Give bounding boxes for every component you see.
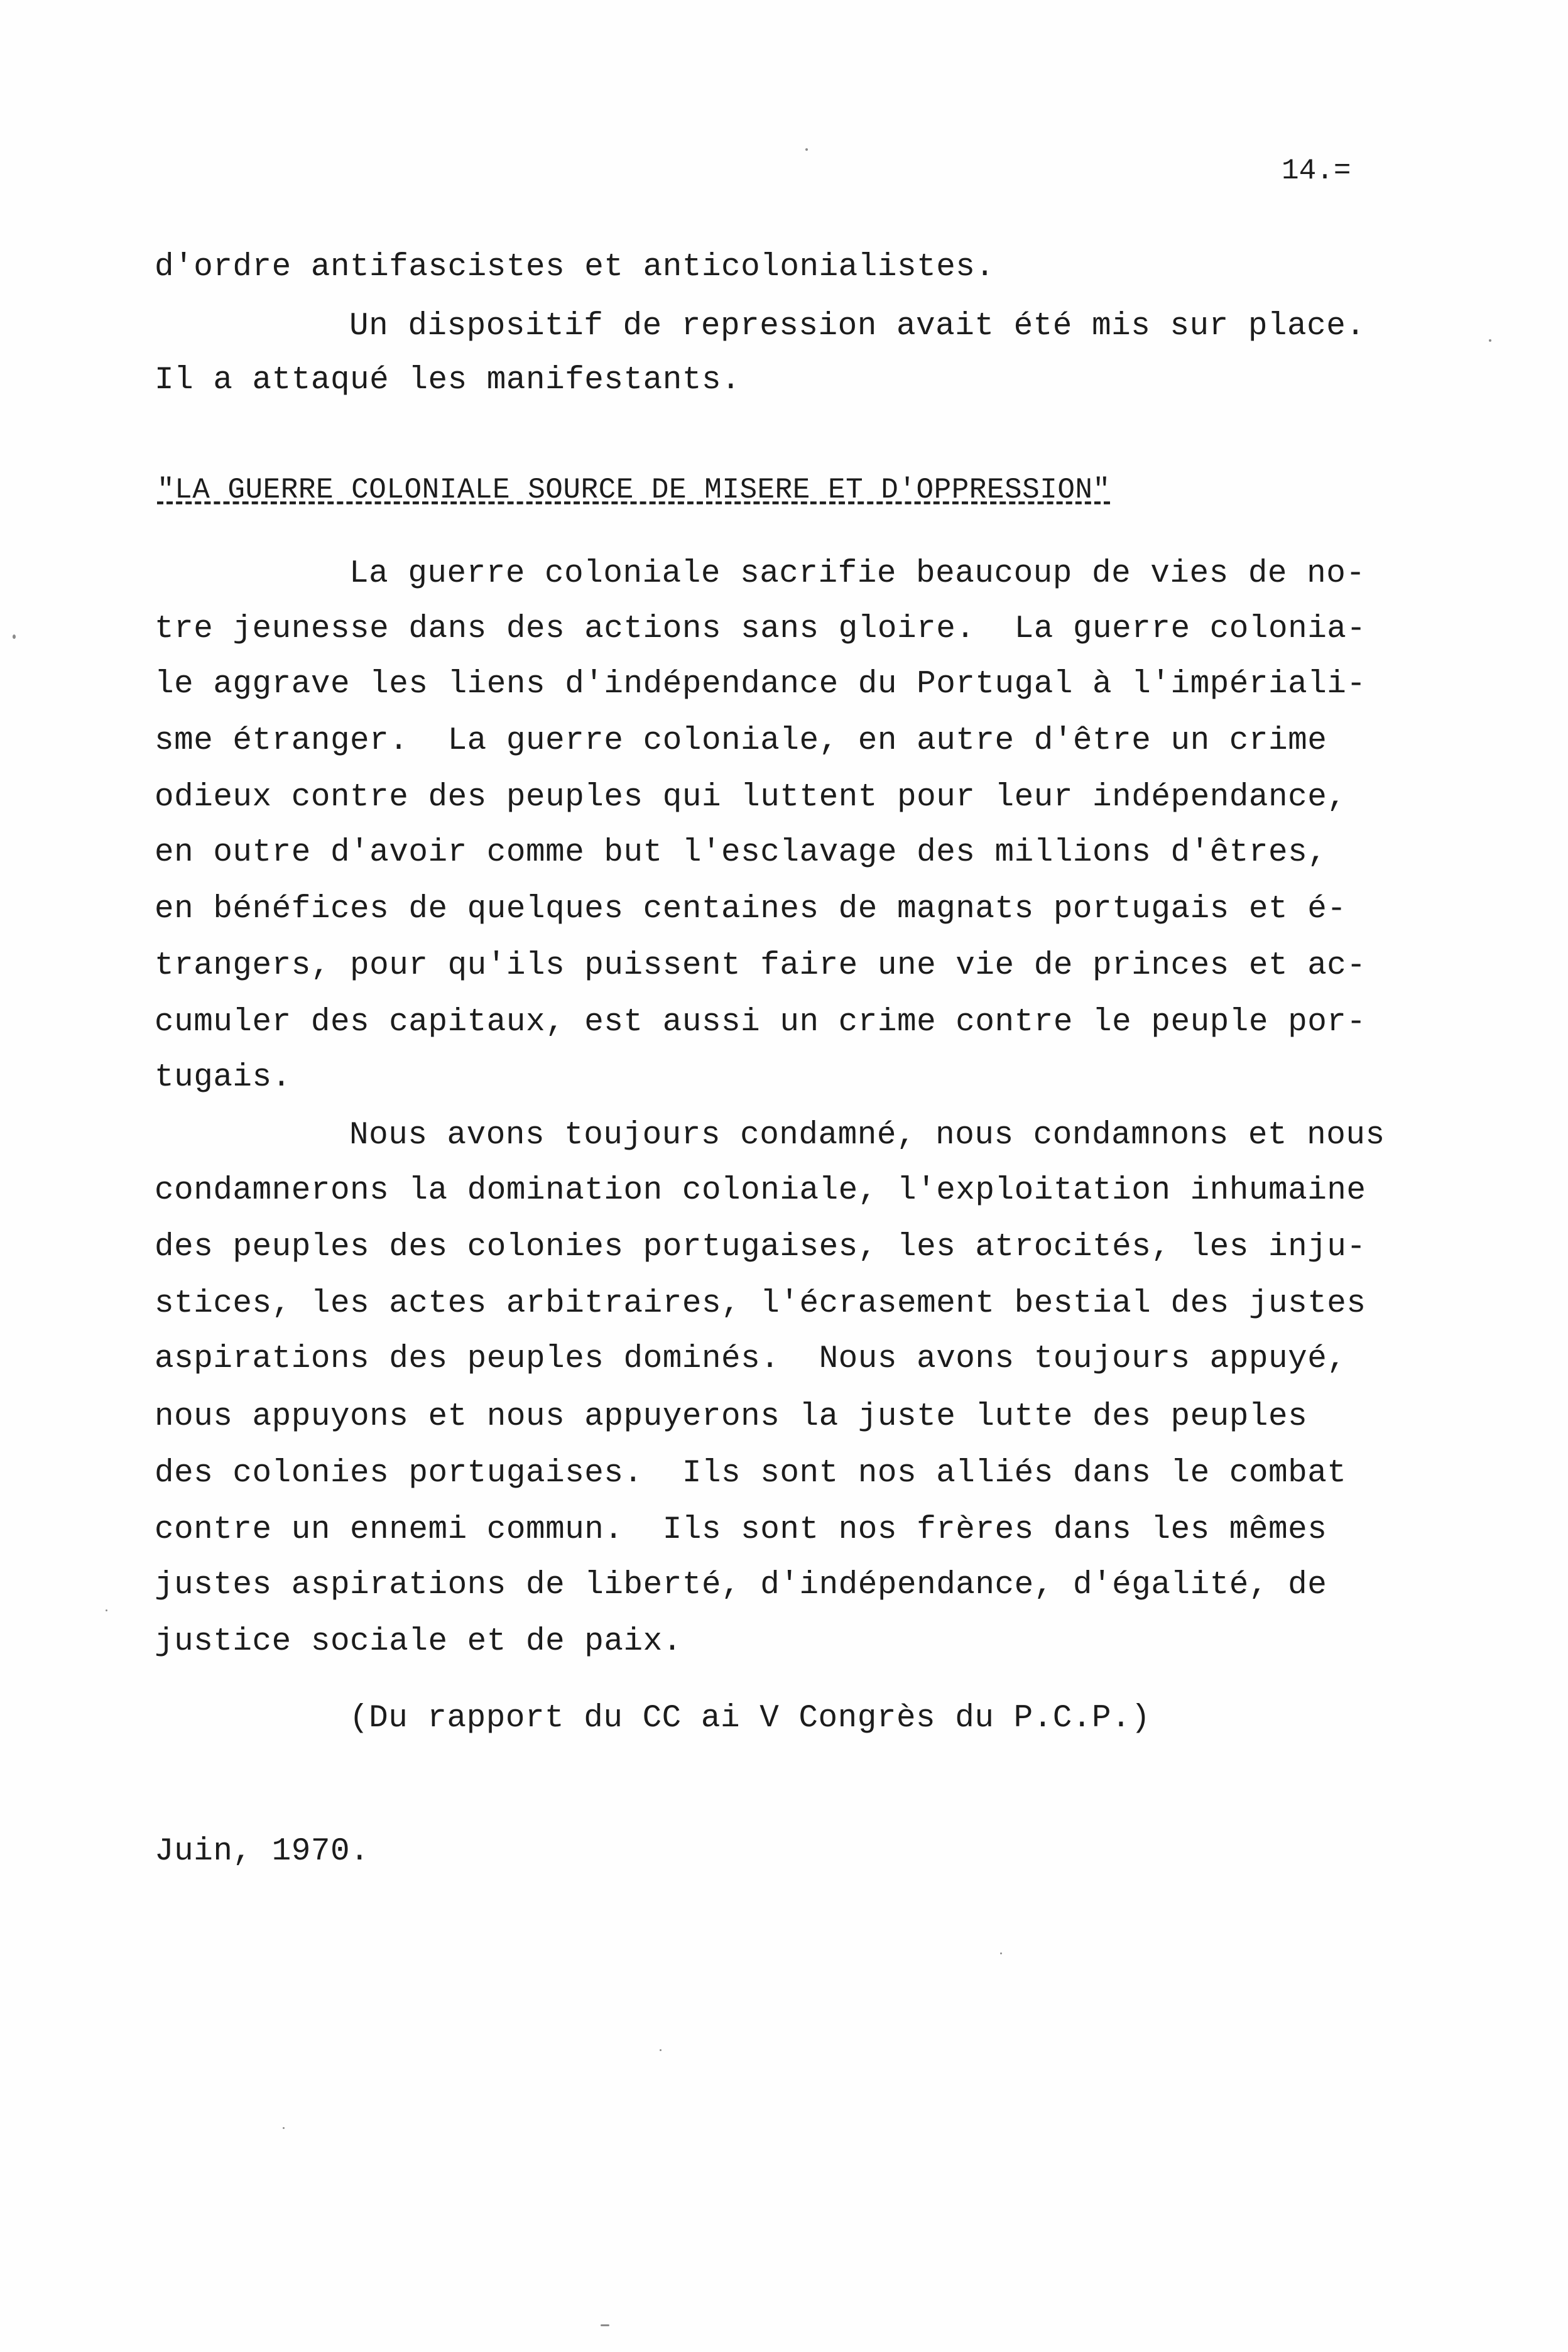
scan-speck <box>1000 1952 1002 1954</box>
paragraph-1-line: La guerre coloniale sacrifie beaucoup de vies de no- <box>349 556 1366 592</box>
source-citation: (Du rapport du CC ai V Congrès du P.C.P.) <box>349 1701 1151 1736</box>
paragraph-1-line: en bénéfices de quelques centaines de magnats portugais et é- <box>155 891 1347 927</box>
paragraph-1-line: trangers, pour qu'ils puissent faire une vie de princes et ac- <box>155 948 1366 984</box>
scan-speck <box>106 1609 107 1611</box>
paragraph-2-line: des colonies portugaises. Ils sont nos alliés dans le combat <box>155 1456 1347 1491</box>
paragraph-2-line: contre un ennemi commun. Ils sont nos frères dans les mêmes <box>155 1512 1327 1548</box>
paragraph-2-line: nous appuyons et nous appuyerons la juste lutte des peuples <box>155 1399 1308 1435</box>
paragraph-1-line: tugais. <box>155 1060 291 1096</box>
paragraph-2-line: Nous avons toujours condamné, nous condamnons et nous <box>349 1118 1385 1153</box>
document-date: Juin, 1970. <box>155 1834 370 1870</box>
opening-line-2: Un dispositif de repression avait été mis sur place. <box>349 308 1366 344</box>
scan-speck <box>1489 339 1491 342</box>
scan-speck <box>13 634 16 639</box>
paragraph-2-line: justes aspirations de liberté, d'indépendance, d'égalité, de <box>155 1567 1327 1603</box>
scan-speck <box>283 2127 285 2129</box>
opening-line-3: Il a attaqué les manifestants. <box>155 362 741 398</box>
paragraph-2-line: justice sociale et de paix. <box>155 1624 682 1660</box>
paragraph-1-line: le aggrave les liens d'indépendance du Portugal à l'impériali- <box>155 667 1366 702</box>
paragraph-2-line: condamnerons la domination coloniale, l'exploitation inhumaine <box>155 1173 1366 1209</box>
paragraph-2-line: stices, les actes arbitraires, l'écrasement bestial des justes <box>155 1286 1366 1322</box>
opening-line-1: d'ordre antifascistes et anticolonialistes. <box>155 249 995 285</box>
paragraph-1-line: odieux contre des peuples qui luttent pour leur indépendance, <box>155 780 1347 815</box>
paragraph-2-line: des peuples des colonies portugaises, les atrocités, les inju- <box>155 1229 1366 1265</box>
paragraph-1-line: cumuler des capitaux, est aussi un crime contre le peuple por- <box>155 1004 1366 1040</box>
scan-speck <box>601 2324 609 2326</box>
paragraph-2-line: aspirations des peuples dominés. Nous avons toujours appuyé, <box>155 1341 1347 1377</box>
page-number: 14.= <box>1282 155 1351 187</box>
paragraph-1-line: sme étranger. La guerre coloniale, en autre d'être un crime <box>155 723 1327 759</box>
paragraph-1-line: en outre d'avoir comme but l'esclavage des millions d'êtres, <box>155 835 1327 871</box>
scan-speck <box>805 148 808 151</box>
paragraph-1-line: tre jeunesse dans des actions sans gloire. La guerre colonia- <box>155 611 1366 647</box>
section-heading: "LA GUERRE COLONIALE SOURCE DE MISERE ET D'OPPRESSION" <box>157 474 1111 506</box>
scan-speck <box>660 2049 662 2051</box>
